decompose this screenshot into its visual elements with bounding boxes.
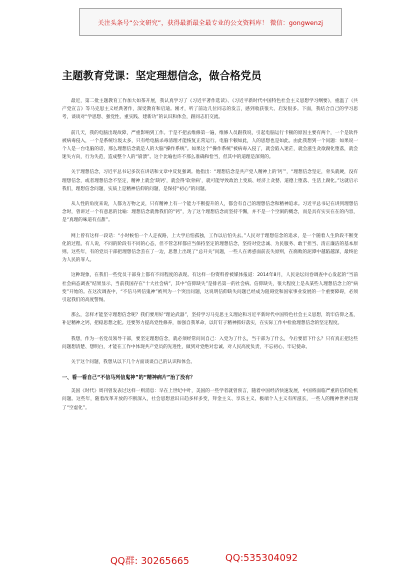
body-paragraph: 从人性的角度来说，人都为万物之灵，只有精神上有一个能力不断提升的人，都会有自己的理想信念和精神追求。习近平总书记在讲到理想信念时，曾讲过一个有意思的比喻：理想信念就像我们的“钙”，为了这个理想信念而坚持不懈，并不是一个空洞的概念，而是具有实实在在的内容，是“真理的味道有点甜”。 [62, 202, 358, 224]
banner-text: 关注头条号“公文研究”，获得最新最全最专业的公文资料库！ 微信：gongwenzj [97, 19, 324, 27]
body-paragraph: 网上曾有这样一段话：“小时候怕一个人走夜路，上大学后怕孤独，工作以后怕失去。”人民对于理想信念的追求，是一个随着人生阶段不断变化的过程。有人说，不同的阶段有不同的心态，但不管怎样都应当保持坚定的理想信念，坚持对党忠诚、为民服务、敢于担当、清正廉洁的基本原则。这些年，有的党员干部把理想信念丢在了一边，思想上出现了“总开关”问题，一些人在诱惑面前丧失原则，在腐败的泥潭中越陷越深，最终沦为人民的罪人。 [62, 233, 358, 264]
body-paragraph: 那么，怎样才能坚守理想信念呢？我们要用好“理论武器”，坚持学习马克思主义理论和习近平新时代中国特色社会主义思想，筑牢信仰之基，补足精神之钙，把稳思想之舵。还要努力提高党性修养，加强自我革命，以钉钉子精神抓好落实，在实际工作中检验理想信念的坚定程度。 [62, 313, 358, 327]
section-heading: 一、看一看自己“不信马列信鬼神”的“精神病片”治了没有？ [62, 375, 196, 382]
top-banner [79, 8, 342, 36]
body-paragraph: 我想，作为一名党员领导干部，要坚定理想信念，就必须经常问问自己：入党为了什么，当干部为了什么，今后要留下什么？只有真正把这些问题想清楚、想明白，才能在工作中体现共产党员的先进性，做到对党绝对忠诚、对人民高度负责，不忘初心、牢记使命。 [62, 336, 358, 350]
body-paragraph: 前几天，我的电脑出现故障，严重影响到工作。于是不把去维修第一遍，维修人员跟我说，引起电脑运行卡顿的原因主要有两个，一个是软件被病毒侵入，一个是系统垃圾太多，只有给电脑杀毒清理才能恢复正常运行。电脑卡顿如此，人的思想也是如此。由此我想到一个问题：如果说一个人是一台电脑的话，那么理想信念就是人的大脑“操作系统”。如果这个“操作系统”被病毒入侵了，就会陷入迷茫，就会滋生贪欲腐化堕落，就会迷失方向，行为失范，造成整个人的“崩溃”。这个比喻也许不那么准确和恰当，但其中的道理是深刻的。 [62, 130, 358, 161]
body-paragraph: 关于理想信念，习近平总书记多次在讲话和文章中反复强调。他指出：“理想信念是共产党人精神上的‘钙’”，“理想信念坚定，骨头就硬，没有理想信念，或者理想信念不坚定，精神上就会‘缺钙’，就会得‘软骨病’，就可能导致政治上变质、经济上贪婪、道德上堕落、生活上腐化。”这就启示我们，理想信念问题，实质上是精神信仰的问题，是保持“初心”的问题。 [62, 170, 358, 192]
footer-qq: QQ:535304092 [225, 553, 298, 564]
footer [0, 553, 408, 567]
body-paragraph: 这种现象，在我们一些党员干部身上都有不同程度的表现。有这样一份资料曾被媒体报道：2014年8月，人民论坛问卷调查中心发起的“当前社会病态调查”结果显示，当前我国存在“十大社会病”，其中“信仰缺失”是排名第一的社会病。信仰缺失，很大程度上是从某些人理想信念上的“病变”开始的。在这次调查中，“不信马列信鬼神”被列为一个突出问题，这说明信仰缺失问题已经成为阻碍党和国家事业发展的一个重要障碍，必须引起我们的高度警惕。 [62, 273, 358, 304]
document-body [62, 98, 358, 420]
body-paragraph: 最近，第二批主题教育工作加大如茶开展，我认真学习了《习近平著作选读》、《习近平新时代中国特色社会主义思想学习纲要》，重温了《共产党宣言》等马克思主义经典著作，深受教育和启迪。刚才，听了前边几位同志的发言，感到收获很大、启发很多。下面，我结合自己的学习思考，谈谈对“学思想、强党性、重实践、建新功”的认识和体会，跟同志们交流。 [62, 99, 358, 121]
footer-qq-group: QQ群: 30265665 [110, 556, 190, 567]
body-paragraph: 美国《时代》周刊曾发表过这样一则消息：早在上世纪中叶，美国的一些学者就曾预言，随着中国经济快速发展，中国将面临严重的信仰危机问题。这些年，随着改革开放的不断深入，社会思想意识日趋多样多变，拜金主义、享乐主义、极端个人主义有所滋长，一些人的精神世界出现了“空虚化”。 [62, 389, 358, 411]
document-title: 主题教育党课：坚定理想信念，做合格党员 [62, 70, 262, 82]
body-paragraph: 关于这个问题，我想从以下几个方面谈谈自己的认识和体会。 [71, 360, 196, 366]
